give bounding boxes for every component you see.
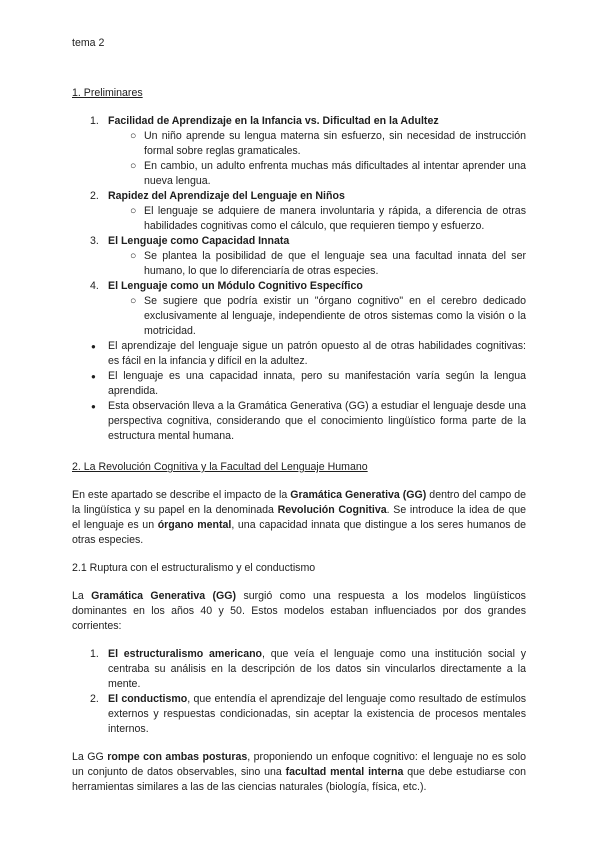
section-2-heading: 2. La Revolución Cognitiva y la Facultad del Lenguaje Humano [72, 461, 368, 473]
item-number: 1. [90, 648, 99, 660]
section-2-1-paragraph-2: La GG rompe con ambas posturas, proponiendo un enfoque cognitivo: el lenguaje no es solo un conjunto de datos observables, sino una facultad mental interna que debe estudiarse con herramientas similares a las de las ciencias naturales (biología, física, etc.). [72, 751, 526, 793]
section-1-heading: 1. Preliminares [72, 87, 143, 99]
item-number: 4. [90, 280, 99, 292]
item-title: El Lenguaje como Capacidad Innata [108, 235, 290, 247]
bullet-item: ● El aprendizaje del lenguaje sigue un patrón opuesto al de otras habilidades cognitivas: es fácil en la infancia y difícil en la adultez. [91, 340, 526, 367]
bullet-item: ● Esta observación lleva a la Gramática Generativa (GG) a estudiar el lenguaje desde una perspectiva cognitiva, considerando que el conocimiento lingüístico forma parte de la estructura mental humana. [91, 400, 526, 442]
section-2-1-paragraph-1: La Gramática Generativa (GG) surgió como una respuesta a los modelos lingüísticos dominantes en los años 40 y 50. Estos modelos estaban influenciados por dos grandes corrientes: [72, 590, 526, 632]
item-title: Rapidez del Aprendizaje del Lenguaje en Niños [108, 190, 345, 202]
item-number: 1. [90, 115, 99, 127]
sub-list [72, 294, 526, 339]
section-2-1-heading: 2.1 Ruptura con el estructuralismo y el conductismo [72, 562, 316, 574]
numbered-item [72, 279, 526, 339]
sub-list [72, 249, 526, 279]
sub-item: ○ Un niño aprende su lengua materna sin esfuerzo, sin necesidad de instrucción formal sobre reglas gramaticales. [130, 130, 526, 157]
numbered-item: 2. El conductismo, que entendía el aprendizaje del lenguaje como resultado de estímulos externos y respuestas condicionadas, sin aceptar la existencia de procesos mentales internos. [90, 693, 527, 735]
item-number: 2. [90, 693, 99, 705]
sub-item: ○ El lenguaje se adquiere de manera involuntaria y rápida, a diferencia de otras habilidades cognitivas como el cálculo, que requieren tiempo y esfuerzo. [130, 205, 526, 232]
bullet-item: ● El lenguaje es una capacidad innata, pero su manifestación varía según la lengua aprendida. [91, 370, 526, 397]
numbered-list-preliminares [72, 114, 526, 339]
numbered-list-corrientes [72, 647, 526, 737]
sub-item: ○ En cambio, un adulto enfrenta muchas más dificultades al intentar aprender una nueva lengua. [130, 160, 526, 187]
item-title: El Lenguaje como un Módulo Cognitivo Específico [108, 280, 363, 292]
item-number: 2. [90, 190, 99, 202]
document-body [72, 86, 526, 795]
item-number: 3. [90, 235, 99, 247]
sub-item: ○ Se sugiere que podría existir un "órgano cognitivo" en el cerebro dedicado exclusivamente al lenguaje, independiente de otros sistemas como la visión o la motricidad. [130, 295, 526, 337]
numbered-item [72, 234, 526, 279]
numbered-item [72, 189, 526, 234]
bullet-list [72, 339, 526, 444]
page-header: tema 2 [72, 37, 105, 49]
sub-list [72, 129, 526, 189]
sub-item: ○ Se plantea la posibilidad de que el lenguaje sea una facultad innata del ser humano, lo que lo diferenciaría de otras especies. [130, 250, 526, 277]
section-2-intro-paragraph: En este apartado se describe el impacto de la Gramática Generativa (GG) dentro del campo de la lingüística y su papel en la denominada Revolución Cognitiva. Se introduce la idea de que el lenguaje es un órgano mental, una capacidad innata que distingue a los seres humanos de otras especies. [72, 489, 527, 546]
sub-list [72, 204, 526, 234]
numbered-item: 1. El estructuralismo americano, que veía el lenguaje como una institución social y centraba su análisis en la descripción de los datos sin vincularlos directamente a la mente. [90, 648, 526, 690]
item-title: Facilidad de Aprendizaje en la Infancia vs. Dificultad en la Adultez [108, 115, 439, 127]
numbered-item [72, 114, 526, 189]
